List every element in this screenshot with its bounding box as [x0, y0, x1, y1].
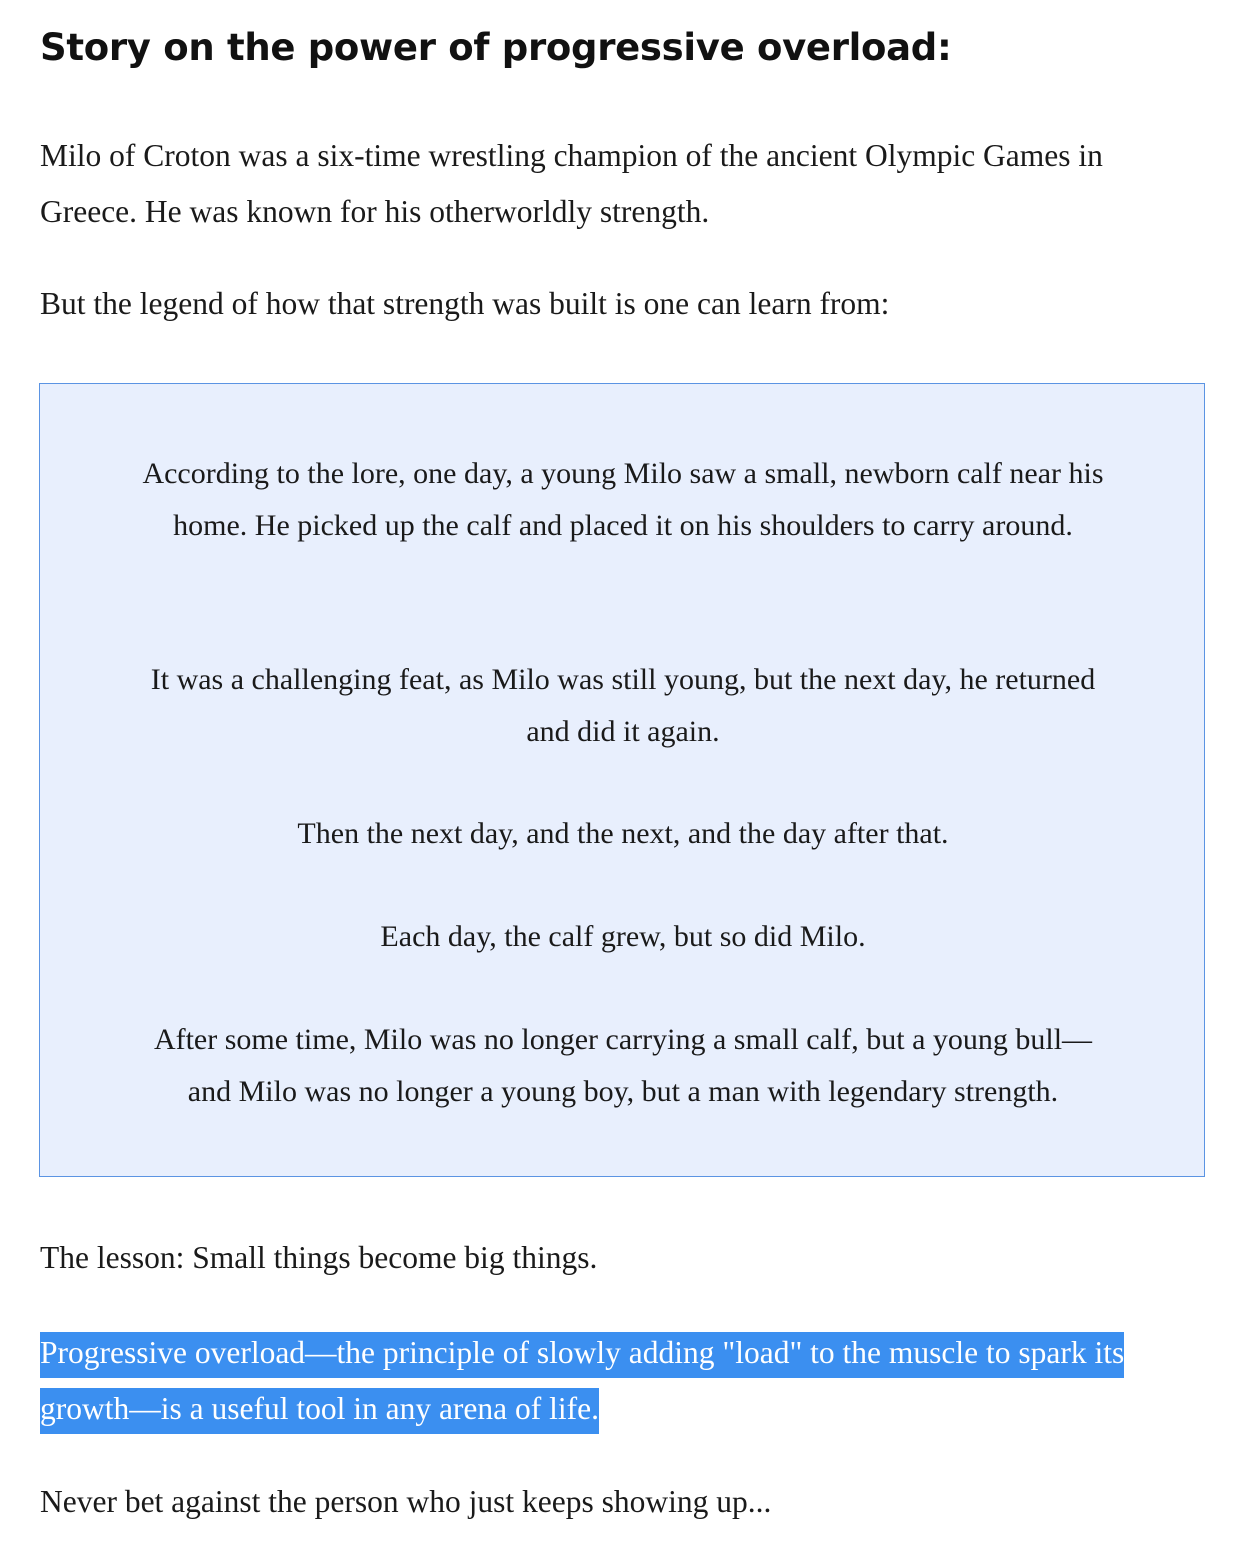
lead-in-paragraph: But the legend of how that strength was built is one can learn from:: [40, 286, 890, 321]
lesson-paragraph: The lesson: Small things become big things.: [40, 1240, 598, 1275]
highlighted-paragraph[interactable]: [40, 1325, 1190, 1437]
selected-text[interactable]: Progressive overload—the principle of slowly adding "load" to the muscle to spark its growth—is a useful tool in any arena of life.: [40, 1332, 1124, 1434]
article-heading: Story on the power of progressive overload:: [40, 26, 952, 69]
story-quote-box: [39, 383, 1205, 1177]
quote-paragraph: Then the next day, and the next, and the day after that.: [297, 817, 949, 850]
intro-paragraph: Milo of Croton was a six-time wrestling champion of the ancient Olympic Games in Greece. He was known for his otherworldly strength.: [40, 138, 1103, 229]
quote-paragraph: It was a challenging feat, as Milo was still young, but the next day, he returned and did it again.: [150, 663, 1096, 748]
closing-paragraph: Never bet against the person who just keeps showing up...: [40, 1484, 772, 1519]
quote-paragraph: According to the lore, one day, a young Milo saw a small, newborn calf near his home. He picked up the calf and placed it on his shoulders to carry around.: [142, 457, 1104, 542]
quote-paragraph: Each day, the calf grew, but so did Milo.: [380, 920, 866, 953]
quote-paragraph: After some time, Milo was no longer carrying a small calf, but a young bull—and Milo was no longer a young boy, but a man with legendary strength.: [153, 1023, 1093, 1108]
